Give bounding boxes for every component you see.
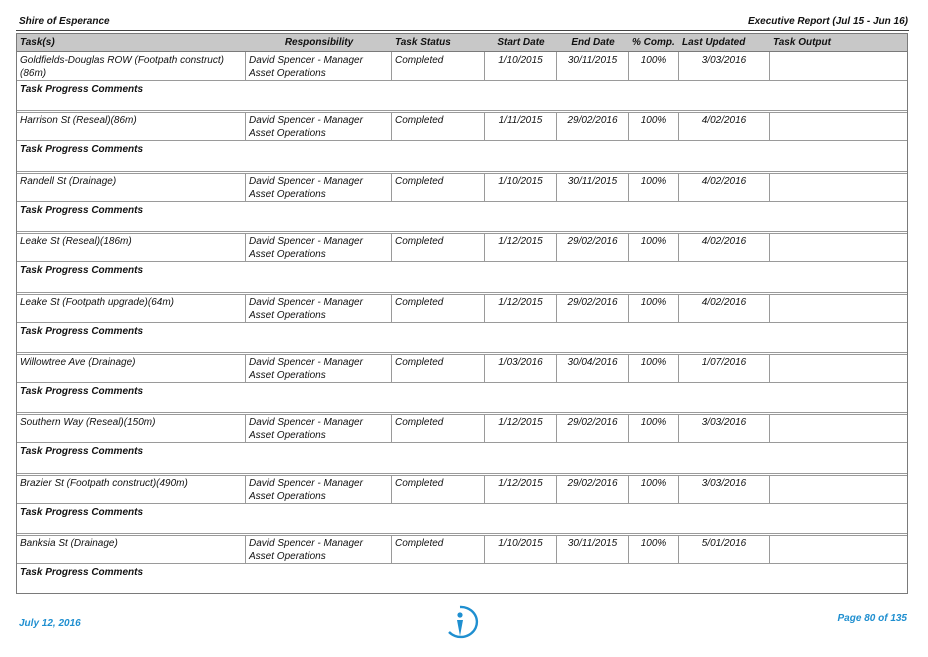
responsibility-dept: Asset Operations (249, 430, 326, 442)
last-updated: 1/07/2016 (679, 354, 770, 382)
responsibility-person: David Spencer - Manager (249, 296, 363, 308)
task-name: Southern Way (Reseal)(150m) (17, 414, 246, 442)
responsibility-cell (246, 173, 392, 201)
task-progress-comments: Task Progress Comments (17, 81, 907, 113)
responsibility-person: David Spencer - Manager (249, 236, 363, 248)
task-output (770, 112, 907, 140)
responsibility-person: David Spencer - Manager (249, 55, 363, 66)
last-updated: 3/03/2016 (679, 475, 770, 503)
col-header-last-updated: Last Updated (682, 37, 746, 48)
responsibility-cell (246, 294, 392, 322)
task-status: Completed (392, 535, 485, 563)
responsibility-cell (246, 233, 392, 261)
table-body (17, 52, 907, 594)
responsibility-cell (246, 535, 392, 563)
end-date: 29/02/2016 (557, 294, 629, 322)
col-header-status: Task Status (395, 37, 451, 48)
percent-complete: 100% (629, 535, 679, 563)
responsibility-person: David Spencer - Manager (249, 115, 363, 127)
responsibility-dept: Asset Operations (249, 309, 326, 321)
last-updated: 3/03/2016 (679, 52, 770, 80)
task-output (770, 52, 907, 80)
responsibility-cell (246, 112, 392, 140)
last-updated: 5/01/2016 (679, 535, 770, 563)
last-updated: 4/02/2016 (679, 112, 770, 140)
responsibility-cell (246, 52, 392, 80)
page-number: Page 80 of 135 (837, 613, 907, 624)
task-name: Brazier St (Footpath construct)(490m) (17, 475, 246, 503)
responsibility-person: David Spencer - Manager (249, 417, 363, 429)
task-output (770, 475, 907, 503)
percent-complete: 100% (629, 414, 679, 442)
task-block (17, 294, 907, 354)
table-row (17, 294, 907, 323)
responsibility-dept: Asset Operations (249, 68, 326, 79)
task-output (770, 414, 907, 442)
start-date: 1/12/2015 (485, 414, 557, 442)
table-row (17, 173, 907, 202)
end-date: 30/11/2015 (557, 173, 629, 201)
table-row (17, 535, 907, 564)
task-status: Completed (392, 414, 485, 442)
end-date: 30/04/2016 (557, 354, 629, 382)
task-output (770, 294, 907, 322)
header-divider (16, 30, 909, 31)
task-block (17, 173, 907, 233)
col-header-task-output: Task Output (773, 37, 831, 48)
task-block (17, 112, 907, 172)
task-progress-comments: Task Progress Comments (17, 262, 907, 294)
task-status: Completed (392, 475, 485, 503)
responsibility-dept: Asset Operations (249, 188, 326, 200)
task-status: Completed (392, 173, 485, 201)
responsibility-person: David Spencer - Manager (249, 477, 363, 489)
table-row (17, 112, 907, 141)
end-date: 29/02/2016 (557, 112, 629, 140)
responsibility-dept: Asset Operations (249, 128, 326, 140)
task-block (17, 414, 907, 474)
task-status: Completed (392, 112, 485, 140)
task-progress-comments: Task Progress Comments (17, 443, 907, 475)
end-date: 30/11/2015 (557, 52, 629, 80)
responsibility-person: David Spencer - Manager (249, 175, 363, 187)
start-date: 1/11/2015 (485, 112, 557, 140)
table-row (17, 233, 907, 262)
percent-complete: 100% (629, 173, 679, 201)
responsibility-dept: Asset Operations (249, 369, 326, 381)
table-row (17, 52, 907, 81)
col-header-responsibility: Responsibility (284, 37, 354, 48)
percent-complete: 100% (629, 475, 679, 503)
start-date: 1/12/2015 (485, 294, 557, 322)
task-block (17, 233, 907, 293)
start-date: 1/12/2015 (485, 233, 557, 261)
task-output (770, 535, 907, 563)
start-date: 1/03/2016 (485, 354, 557, 382)
col-header-comp: % Comp. (632, 37, 675, 48)
task-block (17, 535, 907, 594)
responsibility-cell (246, 475, 392, 503)
responsibility-cell (246, 414, 392, 442)
task-status: Completed (392, 354, 485, 382)
last-updated: 4/02/2016 (679, 294, 770, 322)
percent-complete: 100% (629, 294, 679, 322)
responsibility-dept: Asset Operations (249, 490, 326, 502)
end-date: 29/02/2016 (557, 475, 629, 503)
task-name: Randell St (Drainage) (17, 173, 246, 201)
org-name: Shire of Esperance (19, 16, 110, 27)
end-date: 29/02/2016 (557, 233, 629, 261)
responsibility-cell (246, 354, 392, 382)
start-date: 1/10/2015 (485, 535, 557, 563)
responsibility-dept: Asset Operations (249, 551, 326, 563)
percent-complete: 100% (629, 233, 679, 261)
col-header-task: Task(s) (20, 37, 55, 48)
task-output (770, 354, 907, 382)
task-progress-comments: Task Progress Comments (20, 567, 144, 579)
task-name: Goldfields-Douglas ROW (Footpath construct)(86m) (17, 52, 246, 80)
task-name: Leake St (Footpath upgrade)(64m) (17, 294, 246, 322)
last-updated: 3/03/2016 (679, 414, 770, 442)
task-name: Harrison St (Reseal)(86m) (17, 112, 246, 140)
end-date: 29/02/2016 (557, 414, 629, 442)
col-header-start-date: Start Date (497, 37, 545, 48)
task-progress-comments: Task Progress Comments (17, 504, 907, 536)
start-date: 1/10/2015 (485, 52, 557, 80)
task-name: Willowtree Ave (Drainage) (17, 354, 246, 382)
task-table (16, 33, 908, 594)
percent-complete: 100% (629, 52, 679, 80)
col-header-end-date: End Date (571, 37, 615, 48)
task-name: Banksia St (Drainage) (17, 535, 246, 563)
task-progress-comments: Task Progress Comments (17, 383, 907, 415)
task-status: Completed (392, 233, 485, 261)
table-row (17, 414, 907, 443)
footer-date: July 12, 2016 (19, 618, 81, 629)
report-title: Executive Report (Jul 15 - Jun 16) (747, 16, 908, 27)
responsibility-dept: Asset Operations (249, 249, 326, 261)
task-output (770, 173, 907, 201)
task-status: Completed (392, 52, 485, 80)
table-row (17, 354, 907, 383)
percent-complete: 100% (629, 112, 679, 140)
start-date: 1/12/2015 (485, 475, 557, 503)
last-updated: 4/02/2016 (679, 173, 770, 201)
responsibility-person: David Spencer - Manager (249, 538, 363, 550)
responsibility-person: David Spencer - Manager (249, 356, 363, 368)
table-row (17, 475, 907, 504)
percent-complete: 100% (629, 354, 679, 382)
last-updated: 4/02/2016 (679, 233, 770, 261)
task-output (770, 233, 907, 261)
task-progress-comments: Task Progress Comments (17, 141, 907, 173)
task-progress-comments: Task Progress Comments (17, 202, 907, 234)
task-name: Leake St (Reseal)(186m) (17, 233, 246, 261)
table-header-row (17, 34, 907, 52)
task-block (17, 354, 907, 414)
task-progress-comments: Task Progress Comments (17, 323, 907, 355)
end-date: 30/11/2015 (557, 535, 629, 563)
task-block (17, 475, 907, 535)
task-status: Completed (392, 294, 485, 322)
task-block (17, 52, 907, 112)
info-logo-icon (441, 605, 479, 639)
start-date: 1/10/2015 (485, 173, 557, 201)
